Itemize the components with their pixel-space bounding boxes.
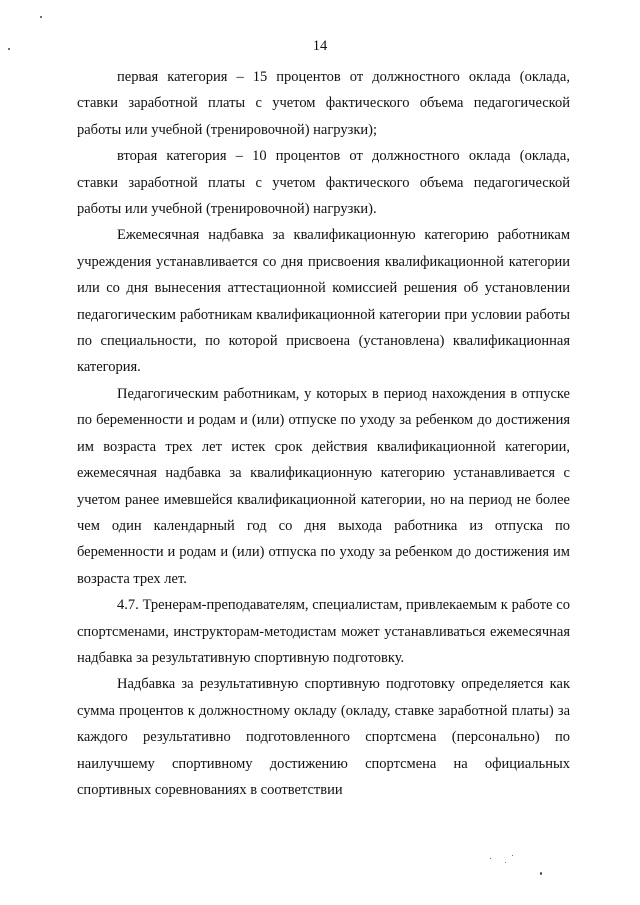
scan-speck [40, 16, 42, 18]
paragraph-maternity-leave: Педагогическим работникам, у которых в период нахождения в отпуске по беременности и родам и (или) отпуске по уходу за ребенком до достижения им возраста трех лет истек срок действия квалификационной категории, ежемесячная надбавка за квалификационную категорию устанавливается с учетом ранее имевшейся квалификационной категории, но на период не более чем один календарный год со дня выхода работника из отпуска по беременности и родам и (или) отпуска по уходу за ребенком до достижения им возраста трех лет. [77, 385, 570, 587]
paragraph-monthly-allowance: Ежемесячная надбавка за квалификационную категорию работникам учреждения устанавливается со дня присвоения квалификационной категории или со дня вынесения аттестационной комиссией решения об установлении педагогическим работникам квалификационной категории при условии работы по специальности, по которой присвоена (установлена) квалификационная категория. [77, 227, 570, 376]
paragraph-section-4-7: 4.7. Тренерам-преподавателям, специалистам, привлекаемым к работе со спортсменами, инструкторам-методистам может устанавливаться ежемесячная надбавка за результативную спортивную подготовку. [77, 597, 570, 666]
paragraph-result-allowance: Надбавка за результативную спортивную подготовку определяется как сумма процентов к должностному окладу (окладу, ставке заработной платы) за каждого результативно подготовленного спортсмена (персонально) по наилучшему спортивному достижению спортсмена на официальных спортивных соревнованиях в соответствии [77, 676, 570, 798]
page-number: 14 [312, 38, 328, 54]
scan-speck [490, 858, 491, 859]
paragraph-second-category: вторая категория – 10 процентов от должностного оклада (оклада, ставки заработной платы с учетом фактического объема педагогической работы или учебной (тренировочной) нагрузки). [77, 148, 570, 218]
scan-speck [8, 48, 10, 50]
document-body [77, 64, 570, 803]
scan-speck [505, 862, 506, 863]
scan-speck [512, 855, 513, 856]
scan-speck [540, 872, 542, 875]
paragraph-first-category: первая категория – 15 процентов от должностного оклада (оклада, ставки заработной платы с учетом фактического объема педагогической работы или учебной (тренировочной) нагрузки); [77, 69, 570, 138]
